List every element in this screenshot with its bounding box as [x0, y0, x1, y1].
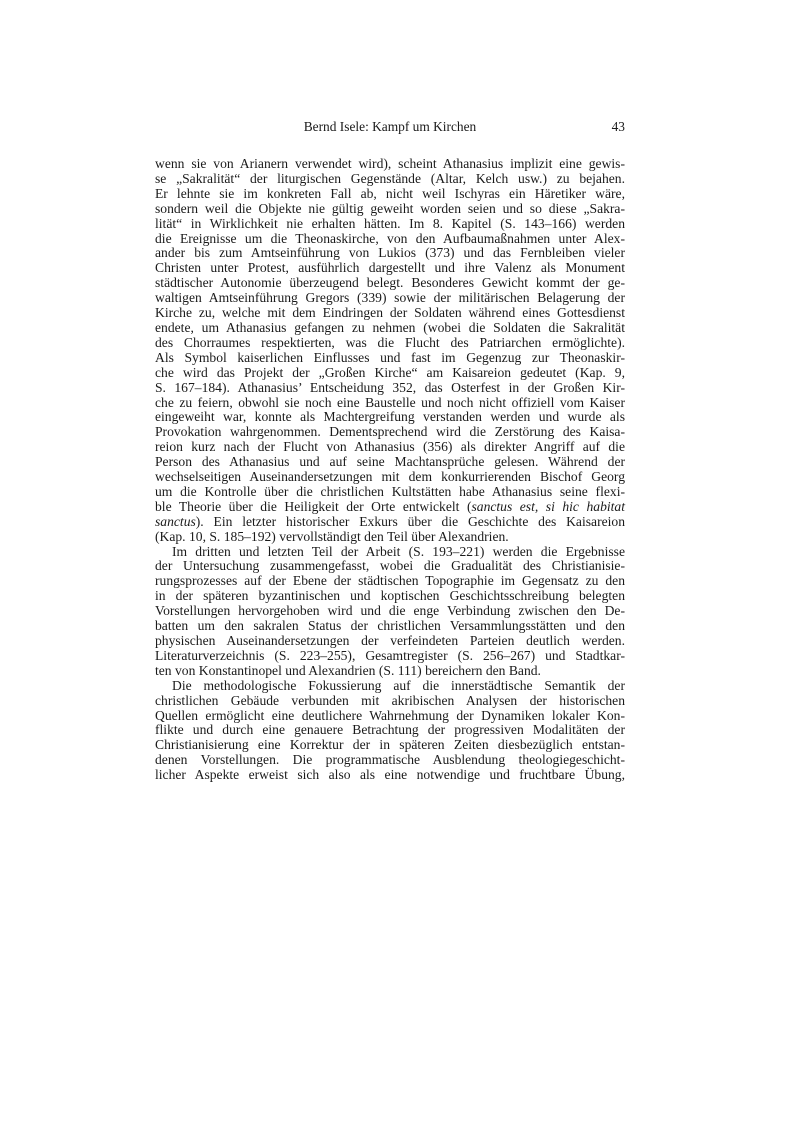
- text-line: flikte und durch eine genauere Betrachtung der progressiven Modalitäten der: [155, 722, 625, 738]
- text-line: (Kap. 10, S. 185–192) vervollständigt den Teil über Alexandrien.: [155, 528, 509, 544]
- text-line: Christianisierung eine Korrektur der in späteren Zeiten diesbezüglich entstan-: [155, 737, 625, 753]
- text-line: [155, 515, 625, 530]
- text-line: rungsprozesses auf der Ebene der städtischen Topographie im Gegensatz zu den: [155, 573, 625, 589]
- italic-phrase: sanctus est, si hic habitat: [471, 498, 625, 514]
- text-line: reion kurz nach der Flucht von Athanasius (356) als direkter Angriff auf die: [155, 439, 625, 455]
- text-line: in der späteren byzantinischen und koptischen Geschichtsschreibung belegten: [155, 588, 625, 604]
- text-line: S. 167–184). Athanasius’ Entscheidung 352, das Osterfest in der Großen Kir-: [155, 379, 625, 395]
- text-line: um die Kontrolle über die christlichen Kultstätten habe Athanasius seine flexi-: [155, 483, 625, 499]
- text-line: batten um den sakralen Status der christlichen Versammlungsstätten und den: [155, 618, 625, 634]
- text-line: sondern weil die Objekte nie gültig geweiht worden seien und so diese „Sakra-: [155, 200, 625, 216]
- running-title: Bernd Isele: Kampf um Kirchen: [303, 119, 477, 134]
- text-line: Als Symbol kaiserlichen Einflusses und fast im Gegenzug zur Theonaskir-: [155, 349, 625, 365]
- text-line: Im dritten und letzten Teil der Arbeit (S. 193–221) werden die Ergebnisse: [172, 543, 625, 559]
- paragraph: [155, 679, 625, 783]
- text-line: die Ereignisse um die Theonaskirche, von den Aufbaumaßnahmen unter Alex-: [155, 230, 625, 246]
- text-line: Kirche zu, welche mit dem Eindringen der Soldaten während eines Gottesdienst: [155, 305, 625, 321]
- text-line: der Untersuchung zusammengefasst, wobei die Gradualität des Christianisie-: [155, 558, 625, 574]
- text-line: Person des Athanasius und auf seine Machtansprüche gelesen. Während der: [155, 454, 625, 470]
- text-line: eingeweiht war, konnte als Machtergreifung verstanden werden und wurde als: [155, 409, 625, 425]
- text-line: physischen Auseinandersetzungen der verfeindeten Parteien deutlich werden.: [155, 633, 625, 648]
- running-header: [155, 119, 625, 135]
- text-line: waltigen Amtseinführung Gregors (339) sowie der militärischen Belagerung der: [155, 290, 625, 306]
- text-line: wenn sie von Arianern verwendet wird), scheint Athanasius implizit eine gewis-: [155, 156, 625, 171]
- text-segment: ). Ein letzter historischer Exkurs über die Geschichte des Kaisareion: [195, 513, 625, 529]
- text-line: christlichen Gebäude verbunden mit akribischen Analysen der historischen: [155, 692, 625, 708]
- text-line: Literaturverzeichnis (S. 223–255), Gesamtregister (S. 256–267) und Stadtkar-: [155, 647, 625, 663]
- text-line: Quellen ermöglicht eine deutlichere Wahrnehmung der Dynamiken lokaler Kon-: [155, 707, 625, 723]
- text-line: Er lehnte sie im konkreten Fall ab, nicht weil Ischyras ein Häretiker wäre,: [155, 185, 625, 201]
- text-line: che zu feiern, obwohl sie noch eine Baustelle und noch nicht offiziell vom Kaiser: [155, 394, 625, 410]
- paragraph: [155, 157, 625, 545]
- text-line: licher Aspekte erweist sich also als eine notwendige und fruchtbare Übung,: [155, 767, 625, 783]
- body-text: [155, 157, 625, 783]
- paragraph: [155, 545, 625, 679]
- text-line: wechselseitigen Auseinandersetzungen mit dem konkurrierenden Bischof Georg: [155, 469, 625, 485]
- text-line: des Chorraumes respektierten, was die Flucht des Patriarchen ermöglichte).: [155, 334, 625, 350]
- text-line: endete, um Athanasius gefangen zu nehmen (wobei die Soldaten die Sakralität: [155, 319, 625, 335]
- text-line: ander bis zum Amtseinführung von Lukios (373) und das Fernbleiben vieler: [155, 245, 625, 261]
- text-line: städtischer Autonomie überzeugend belegt. Besonderes Gewicht kommt der ge-: [155, 275, 625, 291]
- text-segment: ble Theorie über die Heiligkeit der Orte entwickelt (: [155, 498, 472, 514]
- text-line: [155, 500, 625, 515]
- text-line: denen Vorstellungen. Die programmatische Ausblendung theologiegeschicht-: [155, 752, 625, 768]
- text-line: ten von Konstantinopel und Alexandrien (S. 111) bereichern den Band.: [155, 662, 541, 678]
- italic-phrase: sanctus: [155, 513, 196, 529]
- text-line: Provokation wahrgenommen. Dementsprechend wird die Zerstörung des Kaisa-: [155, 424, 625, 440]
- text-line: Vorstellungen hervorgehoben wird und die enge Verbindung zwischen den De-: [155, 603, 625, 619]
- text-line: Die methodologische Fokussierung auf die innerstädtische Semantik der: [172, 677, 625, 693]
- text-line: che wird das Projekt der „Großen Kirche“ am Kaisareion gedeutet (Kap. 9,: [155, 364, 625, 380]
- text-line: se „Sakralität“ der liturgischen Gegenstände (Altar, Kelch usw.) zu bejahen.: [155, 170, 625, 186]
- page-number: 43: [611, 119, 625, 134]
- text-line: Christen unter Protest, ausführlich dargestellt und ihre Valenz als Monument: [155, 260, 625, 276]
- text-line: lität“ in Wirklichkeit nie erhalten hätten. Im 8. Kapitel (S. 143–166) werden: [155, 215, 625, 231]
